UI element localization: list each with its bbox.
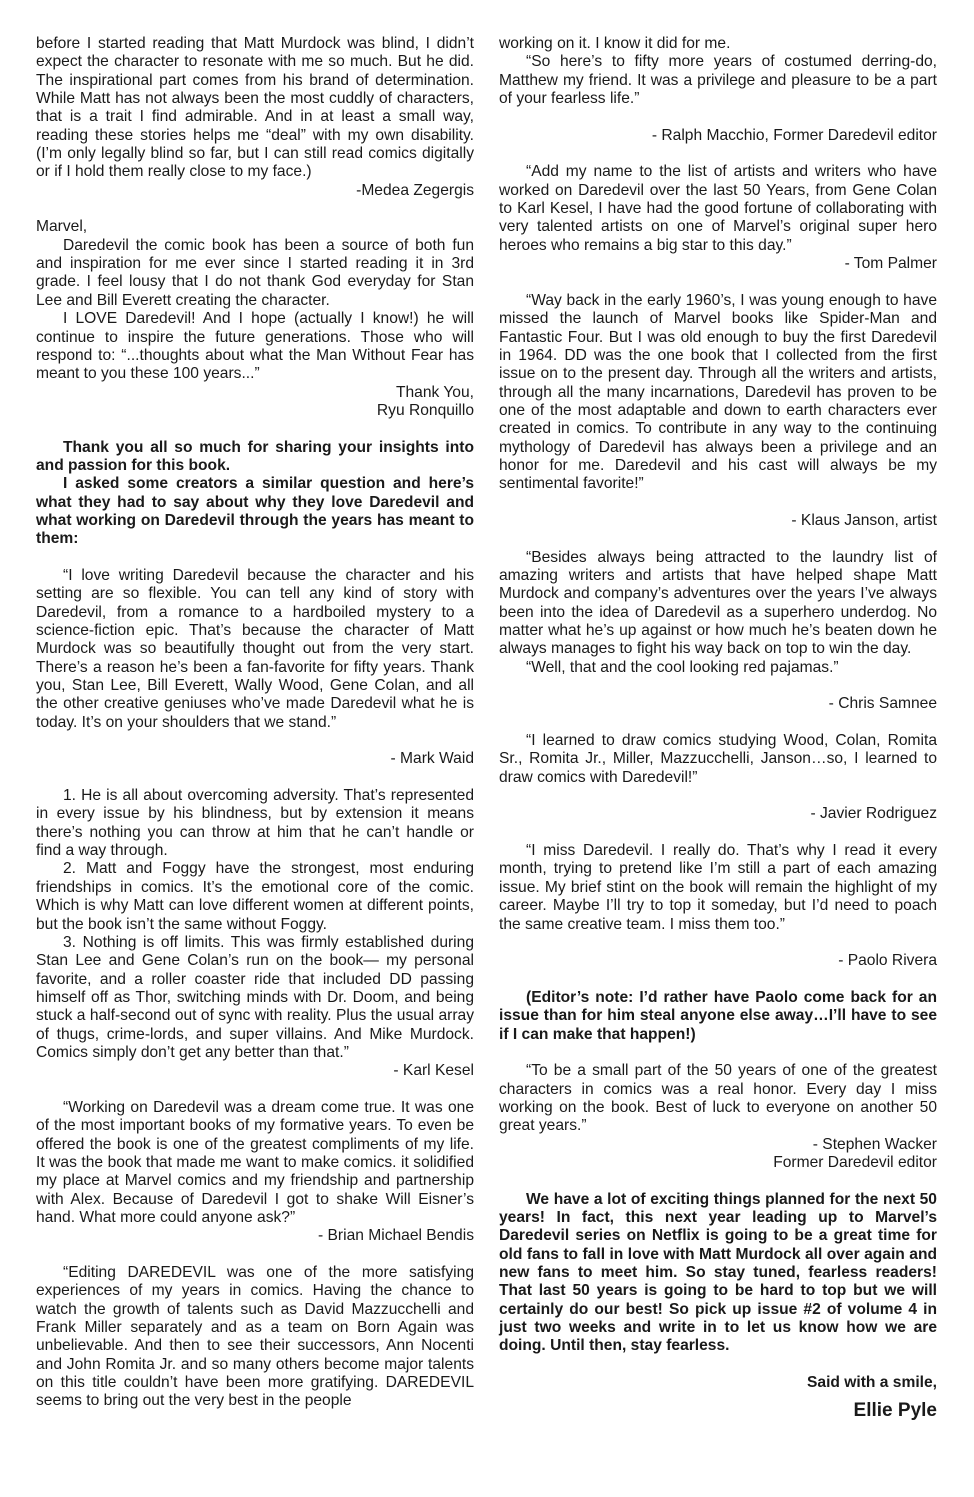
quote-macchio-body-start: “Editing DAREDEVIL was one of the more satisfying experiences of my years in comics. Having the chance to watch the growth of talents such as David Mazzucchelli and Frank Miller separately and as a team on Born Again was unbelievable. And then to see their successors, Ann Nocenti and John Romita Jr. and so many others become major talents on this title couldn’t have been more gratifying. DAREDEVIL seems to bring out the very best in the people [36, 1264, 474, 1410]
spacer [499, 273, 937, 291]
letter-ryu-paragraph-1: Daredevil the comic book has been a source of both fun and inspiration for me ever since I started reading it in 3rd grade. I feel lousy that I do not thank God everyday for Stan Lee and Bill Everett creating the character. [36, 236, 474, 309]
spacer [36, 769, 474, 787]
spacer [499, 530, 937, 548]
quote-wacker-title: Former Daredevil editor [773, 1153, 937, 1171]
letter-ryu-paragraph-2: I LOVE Daredevil! And I hope (actually I know!) he will continue to inspire the future generations. Those who will respond to: “...thoughts about what the Man Without Fear has meant to you these 100 years...” [36, 310, 474, 383]
editor-signature: Ellie Pyle [853, 1400, 937, 1422]
letter-medea-body: before I started reading that Matt Murdock was blind, I didn’t expect the character to resonate with me so much. But he did. The inspirational part comes from his brand of determination. While Matt has not always been the most cuddly of characters, that is a trait I find admirable. And in at least a small way, reading these stories helps me “deal” with my own disability. (I’m only legally blind so far, but I can still read comics digitally or if I hold them really close to my face.) [36, 35, 474, 181]
quote-janson-signature: - Klaus Janson, artist [791, 511, 937, 529]
spacer [499, 677, 937, 695]
quote-wacker-body: “To be a small part of the 50 years of one of the greatest characters in comics was a real honor. Every day I miss working on the book. Best of luck to everyone on another 50 great years.” [499, 1062, 937, 1135]
spacer [499, 494, 937, 512]
quote-kesel-signature: - Karl Kesel [393, 1062, 474, 1080]
spacer [36, 1081, 474, 1099]
spacer [499, 787, 937, 805]
spacer [499, 145, 937, 163]
spacer [36, 1246, 474, 1264]
quote-waid-body: “I love writing Daredevil because the character and his setting are so flexible. You can tell any kind of story with Daredevil, from a romance to a hardboiled mystery to a science-fiction epic. That’s because the character of Matt Murdock was so beautifully thought out from the very start. There’s a reason he’s been a fan-favorite for fifty years. Thank you, Stan Lee, Bill Everett, Wally Wood, Gene Colan, and all the other creative geniuses who’ve made Daredevil what he is today. It’s on your shoulders that we stand.” [36, 566, 474, 731]
quote-kesel-point-2: 2. Matt and Foggy have the strongest, most enduring friendships in comics. It’s the emotional core of the comic. Which is why Matt can love different women at different points, but the book isn’t the same without Foggy. [36, 860, 474, 933]
quote-macchio-body-end: working on it. I know it did for me. [499, 35, 731, 52]
right-column [499, 35, 937, 1441]
quote-macchio-signature: - Ralph Macchio, Former Daredevil editor [651, 126, 937, 144]
closing-sign-off: Said with a smile, [807, 1374, 937, 1392]
quote-rivera-body: “I miss Daredevil. I really do. That’s why I read it every month, trying to pretend like I’m still a part of each amazing issue. My brief stint on the book will remain the highlight of my career. Maybe I’ll try to top it someday, but I’d need to poach the same creative team. I miss them too.” [499, 842, 937, 933]
quote-rodriguez-signature: - Javier Rodriguez [810, 805, 937, 823]
spacer [499, 108, 937, 126]
spacer [499, 714, 937, 732]
quote-bendis-signature: - Brian Michael Bendis [317, 1227, 474, 1245]
editor-intro-paragraph-2: I asked some creators a similar question and here’s what they had to say about why they love Daredevil and what working on Daredevil through the years has meant to them: [36, 475, 474, 548]
quote-rodriguez-body: “I learned to draw comics studying Wood, Colan, Romita Sr., Romita Jr., Miller, Mazzucchelli, Janson…so, I learned to draw comics with Daredevil!” [499, 732, 937, 786]
editor-note: (Editor’s note: I’d rather have Paolo come back for an issue than for him steal anyone else away…I’ll have to see if I can make that happen!) [499, 988, 937, 1043]
spacer [36, 732, 474, 750]
quote-samnee-paragraph-2: “Well, that and the cool looking red pajamas.” [526, 658, 839, 676]
quote-samnee-signature: - Chris Samnee [828, 695, 937, 713]
quote-kesel-point-1: 1. He is all about overcoming adversity. That’s represented in every issue by his blindness, but by extension it means there’s nothing you can throw at him that he can’t handle or find a way through. [36, 787, 474, 860]
spacer [499, 934, 937, 952]
left-column [36, 35, 474, 1411]
letter-ryu-closing: Thank You, [395, 383, 474, 401]
letter-ryu-signature: Ryu Ronquillo [376, 401, 474, 419]
spacer [499, 971, 937, 989]
quote-bendis-body: “Working on Daredevil was a dream come true. It was one of the most important books of my formative years. To even be offered the book is one of the greatest compliments of my life. It was the book that made me want to make comics. it solidified my place at Marvel comics and my friendship and partnership with Alex. Because of Daredevil I got to shake Will Eisner’s hand. What more could anyone ask?” [36, 1098, 474, 1226]
letter-ryu-salutation: Marvel, [36, 218, 88, 236]
quote-waid-signature: - Mark Waid [390, 750, 474, 768]
quote-kesel-point-3: 3. Nothing is off limits. This was firmly established during Stan Lee and Gene Colan’s run on the book— my personal favorite, and a roller coaster ride that included DD passing himself off as Thor, switching minds with Dr. Doom, and being stuck a half-second out of sync with reality. Plus the usual array of thugs, crime-lords, and super villains. And Mike Murdock. Comics simply don’t get any better than that.” [36, 933, 474, 1061]
quote-samnee-paragraph-1: “Besides always being attracted to the laundry list of amazing writers and artists that have helped shape Matt Murdock and company’s adventures over the years I’ve always been into the idea of Daredevil as a superhero underdog. No matter what he’s up against or how much he’s beaten down he always manages to fight his way back on top to win the day. [499, 548, 937, 658]
letter-medea-signature: -Medea Zegergis [356, 181, 474, 199]
editor-intro-paragraph-1: Thank you all so much for sharing your insights into and passion for this book. [36, 438, 474, 474]
spacer [36, 549, 474, 567]
quote-palmer-signature: - Tom Palmer [844, 255, 937, 273]
spacer [499, 824, 937, 842]
spacer [36, 200, 474, 218]
spacer [499, 1172, 937, 1190]
spacer [499, 1356, 937, 1374]
quote-janson-body: “Way back in the early 1960’s, I was young enough to have missed the launch of Marvel books like Spider-Man and Fantastic Four. But I was old enough to buy the first Daredevil in 1964. DD was the one book that I collected from the first issue on to the present day. Through all the writers and artists, through all the many incarnations, Daredevil has proven to be one of the most adaptable and down to earth characters ever created in comics. To contribute in any way to the continuing mythology of Daredevil has always been a privilege and an honor for me. Daredevil and his cast will always be my sentimental favorite!” [499, 291, 937, 493]
spacer [36, 420, 474, 438]
closing-message: We have a lot of exciting things planned for the next 50 years! In fact, this next year leading up to Marvel’s Daredevil series on Netflix is going to be a great time for old fans to fall in love with Matt Murdock all over again and new fans to meet him. So stay tuned, fearless readers! That last 50 years is going to be hard to top but we will certainly do our best! So pick up issue #2 of volume 4 in just two weeks and write in to let us know how we are doing. Until then, stay fearless. [499, 1190, 937, 1355]
spacer [499, 1044, 937, 1062]
quote-macchio-paragraph-2: “So here’s to fifty more years of costumed derring-do, Matthew my friend. It was a privilege and pleasure to be a part of your fearless life.” [499, 53, 937, 108]
quote-wacker-signature: - Stephen Wacker [812, 1135, 937, 1153]
quote-palmer-body: “Add my name to the list of artists and writers who have worked on Daredevil over the last 50 Years, from Gene Colan to Karl Kesel, I have had the good fortune of collaborating with very talented artists on one of Marvel’s original super hero heroes who remains a big star to this day.” [499, 163, 937, 254]
quote-rivera-signature: - Paolo Rivera [838, 952, 937, 970]
